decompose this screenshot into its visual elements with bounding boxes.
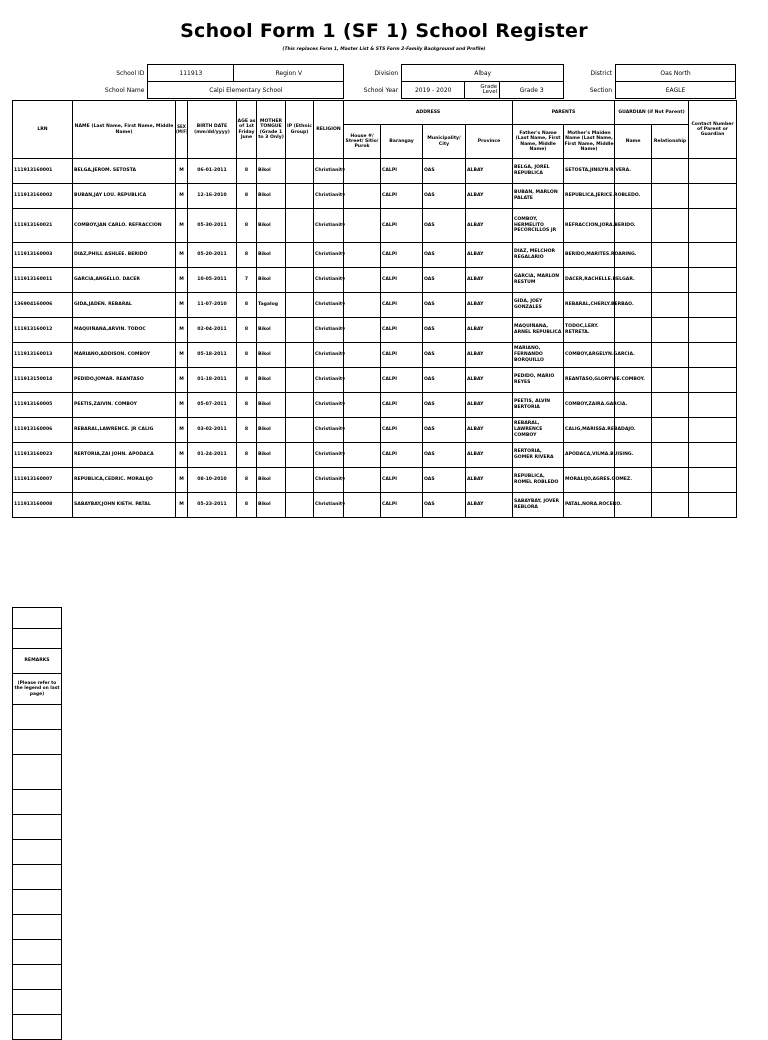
cell-age: 7 bbox=[237, 268, 257, 293]
table-row bbox=[13, 209, 737, 243]
cell-municipality: OAS bbox=[423, 343, 466, 368]
cell-birth-date: 10-05-2011 bbox=[188, 268, 237, 293]
cell-birth-date: 05-18-2011 bbox=[188, 343, 237, 368]
header-father: Father's Name (Last Name, First Name, Middle Name) bbox=[513, 125, 564, 159]
cell-province: ALBAY bbox=[466, 184, 513, 209]
cell-religion: Christianity bbox=[314, 343, 344, 368]
cell-name: PEDIDO,JOMAR. REANTASO bbox=[73, 368, 176, 393]
cell-barangay: CALPI bbox=[381, 243, 423, 268]
cell-mother-name: CALIG,MARISSA.REBADAJO. bbox=[564, 418, 615, 443]
division-label: Division bbox=[374, 69, 399, 77]
cell-religion: Christianity bbox=[314, 468, 344, 493]
cell-religion: Christianity bbox=[314, 268, 344, 293]
grade-level-label: Grade Level bbox=[465, 82, 500, 98]
header-address: ADDRESS bbox=[344, 101, 513, 125]
cell-mother-tongue: Bikol bbox=[257, 159, 286, 184]
cell-lrn: 111913160011 bbox=[13, 268, 73, 293]
cell-religion: Christianity bbox=[314, 493, 344, 518]
cell-contact-number bbox=[689, 159, 737, 184]
cell-house bbox=[344, 393, 381, 418]
cell-contact-number bbox=[689, 243, 737, 268]
cell-province: ALBAY bbox=[466, 343, 513, 368]
cell-ip bbox=[286, 243, 314, 268]
cell-contact-number bbox=[689, 443, 737, 468]
table-row bbox=[13, 393, 737, 418]
cell-municipality: OAS bbox=[423, 293, 466, 318]
remarks-label: REMARKS bbox=[13, 649, 62, 674]
table-row bbox=[13, 493, 737, 518]
cell-lrn: 111913160001 bbox=[13, 159, 73, 184]
cell-sex: M bbox=[176, 368, 188, 393]
header-municipality: Municipality/ City bbox=[423, 125, 466, 159]
cell-age: 8 bbox=[237, 368, 257, 393]
cell-sex: M bbox=[176, 443, 188, 468]
cell-contact-number bbox=[689, 184, 737, 209]
cell-municipality: OAS bbox=[423, 368, 466, 393]
cell-house bbox=[344, 493, 381, 518]
cell-house bbox=[344, 318, 381, 343]
cell-province: ALBAY bbox=[466, 268, 513, 293]
cell-barangay: CALPI bbox=[381, 468, 423, 493]
cell-father-name: GARCIA, MARLON RESTUM bbox=[513, 268, 564, 293]
cell-age: 8 bbox=[237, 184, 257, 209]
cell-house bbox=[344, 268, 381, 293]
header-sex: SEX (M/F) bbox=[176, 101, 188, 159]
cell-municipality: OAS bbox=[423, 318, 466, 343]
table-row bbox=[13, 293, 737, 318]
cell-lrn: 111913160008 bbox=[13, 493, 73, 518]
header-birth-date: BIRTH DATE (mm/dd/yyyy) bbox=[188, 101, 237, 159]
table-row bbox=[13, 243, 737, 268]
table-row bbox=[13, 184, 737, 209]
school-id-value: 111913 bbox=[148, 65, 234, 82]
cell-religion: Christianity bbox=[314, 443, 344, 468]
cell-religion: Christianity bbox=[314, 368, 344, 393]
cell-guardian-relationship bbox=[652, 318, 689, 343]
header-province: Province bbox=[466, 125, 513, 159]
table-row bbox=[13, 468, 737, 493]
cell-contact-number bbox=[689, 268, 737, 293]
cell-barangay: CALPI bbox=[381, 443, 423, 468]
cell-father-name: COMBOY, HERMELITO PECORCILLOS JR bbox=[513, 209, 564, 243]
cell-religion: Christianity bbox=[314, 318, 344, 343]
cell-guardian-relationship bbox=[652, 293, 689, 318]
section-value: EAGLE bbox=[616, 82, 736, 99]
cell-lrn: 111913160023 bbox=[13, 443, 73, 468]
header-ip: IP (Ethnic Group) bbox=[286, 101, 314, 159]
learner-rows bbox=[13, 159, 737, 518]
cell-contact-number bbox=[689, 318, 737, 343]
cell-birth-date: 05-23-2011 bbox=[188, 493, 237, 518]
cell-municipality: OAS bbox=[423, 184, 466, 209]
cell-municipality: OAS bbox=[423, 268, 466, 293]
cell-lrn: 111913160003 bbox=[13, 243, 73, 268]
cell-mother-tongue: Bikol bbox=[257, 343, 286, 368]
cell-barangay: CALPI bbox=[381, 209, 423, 243]
cell-guardian-relationship bbox=[652, 418, 689, 443]
cell-ip bbox=[286, 209, 314, 243]
cell-age: 8 bbox=[237, 159, 257, 184]
table-row bbox=[13, 418, 737, 443]
cell-barangay: CALPI bbox=[381, 318, 423, 343]
cell-guardian-relationship bbox=[652, 393, 689, 418]
table-row bbox=[13, 343, 737, 368]
cell-sex: M bbox=[176, 318, 188, 343]
cell-municipality: OAS bbox=[423, 493, 466, 518]
cell-sex: M bbox=[176, 243, 188, 268]
cell-lrn: 111913160021 bbox=[13, 209, 73, 243]
cell-sex: M bbox=[176, 184, 188, 209]
cell-father-name: REBARAL, LAWRENCE COMBOY bbox=[513, 418, 564, 443]
cell-age: 8 bbox=[237, 418, 257, 443]
school-name-value: Calpi Elementary School bbox=[148, 82, 344, 99]
cell-guardian-relationship bbox=[652, 209, 689, 243]
cell-province: ALBAY bbox=[466, 209, 513, 243]
cell-contact-number bbox=[689, 293, 737, 318]
header-name: NAME (Last Name, First Name, Middle Name) bbox=[73, 101, 176, 159]
header-guardian-name: Name bbox=[615, 125, 652, 159]
school-id-label: School ID bbox=[116, 69, 145, 77]
cell-house bbox=[344, 209, 381, 243]
cell-father-name: GIDA, JOEY GONZALES bbox=[513, 293, 564, 318]
cell-municipality: OAS bbox=[423, 159, 466, 184]
cell-birth-date: 02-04-2011 bbox=[188, 318, 237, 343]
header-mother-tongue: MOTHER TONGUE (Grade 1 to 3 Only) bbox=[257, 101, 286, 159]
cell-house bbox=[344, 343, 381, 368]
cell-guardian-relationship bbox=[652, 184, 689, 209]
cell-father-name: BELGA, JOREL REPUBLICA bbox=[513, 159, 564, 184]
cell-house bbox=[344, 184, 381, 209]
cell-religion: Christianity bbox=[314, 209, 344, 243]
cell-barangay: CALPI bbox=[381, 184, 423, 209]
cell-mother-name: SETOSTA,JINILYN.RIVERA. bbox=[564, 159, 615, 184]
table-row bbox=[13, 159, 737, 184]
table-row bbox=[13, 318, 737, 343]
cell-house bbox=[344, 418, 381, 443]
cell-mother-tongue: Bikol bbox=[257, 318, 286, 343]
cell-mother-tongue: Bikol bbox=[257, 493, 286, 518]
cell-father-name: REPUBLICA, ROMEL ROBLEDO bbox=[513, 468, 564, 493]
school-year-value: 2019 - 2020 bbox=[402, 82, 465, 98]
table-row bbox=[13, 268, 737, 293]
cell-sex: M bbox=[176, 343, 188, 368]
cell-age: 8 bbox=[237, 443, 257, 468]
cell-mother-name: REFRACCION,JORA.BERIDO. bbox=[564, 209, 615, 243]
cell-province: ALBAY bbox=[466, 318, 513, 343]
page-title: School Form 1 (SF 1) School Register bbox=[180, 20, 588, 42]
header-lrn: LRN bbox=[13, 101, 73, 159]
cell-ip bbox=[286, 393, 314, 418]
cell-age: 8 bbox=[237, 493, 257, 518]
cell-name: RERTORIA,ZAI JOHN. APODACA bbox=[73, 443, 176, 468]
cell-contact-number bbox=[689, 343, 737, 368]
cell-ip bbox=[286, 184, 314, 209]
cell-father-name: BUBAN, MARLON PALATE bbox=[513, 184, 564, 209]
cell-guardian-relationship bbox=[652, 468, 689, 493]
remarks-note: (Please refer to the legend on last page) bbox=[13, 674, 62, 705]
cell-birth-date: 05-30-2011 bbox=[188, 209, 237, 243]
cell-province: ALBAY bbox=[466, 368, 513, 393]
cell-lrn: 111913160013 bbox=[13, 343, 73, 368]
cell-house bbox=[344, 293, 381, 318]
cell-name: SABAYBAY,JOHN KIETH. PATAL bbox=[73, 493, 176, 518]
cell-province: ALBAY bbox=[466, 493, 513, 518]
cell-barangay: CALPI bbox=[381, 268, 423, 293]
cell-province: ALBAY bbox=[466, 443, 513, 468]
cell-province: ALBAY bbox=[466, 293, 513, 318]
cell-birth-date: 06-01-2011 bbox=[188, 159, 237, 184]
cell-mother-name: PATAL,NORA.ROCERO. bbox=[564, 493, 615, 518]
cell-father-name: MARIANO, FERNANDO BORQUILLO bbox=[513, 343, 564, 368]
cell-lrn: 111913160007 bbox=[13, 468, 73, 493]
cell-municipality: OAS bbox=[423, 243, 466, 268]
cell-lrn: 111913160005 bbox=[13, 393, 73, 418]
cell-province: ALBAY bbox=[466, 468, 513, 493]
cell-municipality: OAS bbox=[423, 393, 466, 418]
cell-name: GIDA,JADEN. REBARAL bbox=[73, 293, 176, 318]
cell-mother-tongue: Bikol bbox=[257, 243, 286, 268]
cell-ip bbox=[286, 268, 314, 293]
cell-mother-name: DACER,RACHELLE.BELGAR. bbox=[564, 268, 615, 293]
cell-contact-number bbox=[689, 418, 737, 443]
cell-sex: M bbox=[176, 493, 188, 518]
cell-mother-tongue: Bikol bbox=[257, 443, 286, 468]
cell-sex: M bbox=[176, 159, 188, 184]
cell-municipality: OAS bbox=[423, 443, 466, 468]
cell-mother-tongue: Bikol bbox=[257, 418, 286, 443]
cell-ip bbox=[286, 368, 314, 393]
cell-age: 8 bbox=[237, 468, 257, 493]
cell-name: REPUBLICA,CEDRIC. MORALIJO bbox=[73, 468, 176, 493]
cell-mother-name: COMBOY,ZAIRA.GARCIA. bbox=[564, 393, 615, 418]
cell-barangay: CALPI bbox=[381, 343, 423, 368]
cell-age: 8 bbox=[237, 393, 257, 418]
cell-sex: M bbox=[176, 393, 188, 418]
cell-sex: M bbox=[176, 418, 188, 443]
cell-religion: Christianity bbox=[314, 393, 344, 418]
cell-birth-date: 05-07-2011 bbox=[188, 393, 237, 418]
cell-lrn: 136904160006 bbox=[13, 293, 73, 318]
cell-father-name: MAQUIÑANA, ARNEL REPUBLICA bbox=[513, 318, 564, 343]
cell-barangay: CALPI bbox=[381, 418, 423, 443]
cell-province: ALBAY bbox=[466, 243, 513, 268]
cell-age: 8 bbox=[237, 243, 257, 268]
page-subtitle: (This replaces Form 1, Master List & STS Form 2-Family Background and Profile) bbox=[282, 47, 486, 52]
cell-age: 8 bbox=[237, 209, 257, 243]
cell-mother-name: MORALIJO,AGRES.GOMEZ. bbox=[564, 468, 615, 493]
cell-ip bbox=[286, 443, 314, 468]
cell-guardian-relationship bbox=[652, 443, 689, 468]
cell-sex: M bbox=[176, 293, 188, 318]
header-age: AGE as of 1st Friday June bbox=[237, 101, 257, 159]
cell-mother-tongue: Bikol bbox=[257, 209, 286, 243]
cell-father-name: PEETIS, ALVIN BERTORIA bbox=[513, 393, 564, 418]
cell-mother-tongue: Bikol bbox=[257, 393, 286, 418]
cell-age: 8 bbox=[237, 293, 257, 318]
cell-municipality: OAS bbox=[423, 468, 466, 493]
cell-ip bbox=[286, 418, 314, 443]
header-mother: Mother's Maiden Name (Last Name, First Name, Middle Name) bbox=[564, 125, 615, 159]
cell-lrn: 111913160006 bbox=[13, 418, 73, 443]
cell-religion: Christianity bbox=[314, 184, 344, 209]
header-house: House #/ Street/ Sitio/ Purok bbox=[344, 125, 381, 159]
header-religion: RELIGION bbox=[314, 101, 344, 159]
cell-house bbox=[344, 443, 381, 468]
school-year-grade-table bbox=[402, 82, 563, 98]
cell-name: MAQUIÑANA,ARVIN. TODOC bbox=[73, 318, 176, 343]
cell-guardian-relationship bbox=[652, 159, 689, 184]
school-name-label: School Name bbox=[104, 86, 145, 94]
cell-name: BUBAN,JAY LOU. REPUBLICA bbox=[73, 184, 176, 209]
cell-father-name: PEDIDO, MARIO REYES bbox=[513, 368, 564, 393]
cell-guardian-name bbox=[615, 318, 652, 343]
district-value: Oas North bbox=[616, 65, 736, 82]
cell-barangay: CALPI bbox=[381, 493, 423, 518]
section-label: Section bbox=[589, 86, 613, 94]
cell-mother-name: TODOC,LERY. RETRETA. bbox=[564, 318, 615, 343]
cell-ip bbox=[286, 293, 314, 318]
cell-ip bbox=[286, 318, 314, 343]
cell-mother-name: REANTASO,GLORYVIE.COMBOY. bbox=[564, 368, 615, 393]
cell-barangay: CALPI bbox=[381, 159, 423, 184]
cell-guardian-relationship bbox=[652, 368, 689, 393]
cell-birth-date: 08-10-2010 bbox=[188, 468, 237, 493]
cell-ip bbox=[286, 159, 314, 184]
cell-barangay: CALPI bbox=[381, 393, 423, 418]
cell-mother-name: APODACA,VILMA.BUISING. bbox=[564, 443, 615, 468]
cell-sex: M bbox=[176, 268, 188, 293]
cell-religion: Christianity bbox=[314, 243, 344, 268]
cell-barangay: CALPI bbox=[381, 293, 423, 318]
cell-house bbox=[344, 159, 381, 184]
cell-name: PEETIS,ZAIVIN. COMBOY bbox=[73, 393, 176, 418]
cell-mother-tongue: Bikol bbox=[257, 368, 286, 393]
cell-municipality: OAS bbox=[423, 209, 466, 243]
cell-birth-date: 11-07-2010 bbox=[188, 293, 237, 318]
cell-birth-date: 12-16-2010 bbox=[188, 184, 237, 209]
learner-register-table bbox=[12, 100, 737, 518]
cell-religion: Christianity bbox=[314, 418, 344, 443]
cell-name: MARIANO,ADDISON. COMBOY bbox=[73, 343, 176, 368]
cell-father-name: RERTORIA, GOMER RIVERA bbox=[513, 443, 564, 468]
cell-age: 8 bbox=[237, 343, 257, 368]
cell-birth-date: 01-24-2011 bbox=[188, 443, 237, 468]
cell-guardian-relationship bbox=[652, 268, 689, 293]
cell-name: GARCIA,ANGELLO. DACER bbox=[73, 268, 176, 293]
cell-birth-date: 03-02-2011 bbox=[188, 418, 237, 443]
cell-guardian-relationship bbox=[652, 493, 689, 518]
cell-sex: M bbox=[176, 468, 188, 493]
cell-religion: Christianity bbox=[314, 159, 344, 184]
school-info-row-2 bbox=[62, 82, 736, 99]
header-barangay: Barangay bbox=[381, 125, 423, 159]
cell-name: REBARAL,LAWRENCE. JR CALIG bbox=[73, 418, 176, 443]
table-row bbox=[13, 443, 737, 468]
grade-level-value: Grade 3 bbox=[519, 86, 544, 94]
cell-name: DIAZ,PHILL ASHLEE. BERIDO bbox=[73, 243, 176, 268]
cell-guardian-relationship bbox=[652, 343, 689, 368]
region-value: Region V bbox=[234, 65, 344, 82]
cell-contact-number bbox=[689, 468, 737, 493]
cell-mother-name: BERIDO,MARITES.ROARING. bbox=[564, 243, 615, 268]
cell-name: BELGA,JEROM. SETOSTA bbox=[73, 159, 176, 184]
school-year-label: School Year bbox=[363, 86, 399, 94]
cell-lrn: 111913160002 bbox=[13, 184, 73, 209]
school-info-row-1 bbox=[62, 65, 736, 82]
cell-province: ALBAY bbox=[466, 393, 513, 418]
header-guardian-relationship: Relationship bbox=[652, 125, 689, 159]
cell-ip bbox=[286, 343, 314, 368]
cell-barangay: CALPI bbox=[381, 368, 423, 393]
cell-province: ALBAY bbox=[466, 159, 513, 184]
cell-house bbox=[344, 468, 381, 493]
cell-mother-tongue: Bikol bbox=[257, 268, 286, 293]
division-value: Albay bbox=[402, 65, 564, 82]
cell-contact-number bbox=[689, 393, 737, 418]
header-contact: Contact Number of Parent or Guardian bbox=[689, 101, 737, 159]
cell-mother-tongue: Bikol bbox=[257, 468, 286, 493]
remarks-column bbox=[12, 607, 62, 1040]
cell-province: ALBAY bbox=[466, 418, 513, 443]
cell-municipality: OAS bbox=[423, 418, 466, 443]
cell-contact-number bbox=[689, 368, 737, 393]
district-label: District bbox=[590, 69, 613, 77]
cell-ip bbox=[286, 468, 314, 493]
cell-mother-name: REBARAL,CHERLY.BERBAO. bbox=[564, 293, 615, 318]
cell-mother-name: COMBOY,ARGELYN.GARCIA. bbox=[564, 343, 615, 368]
cell-lrn: 111913150014 bbox=[13, 368, 73, 393]
cell-lrn: 111913160012 bbox=[13, 318, 73, 343]
cell-ip bbox=[286, 493, 314, 518]
cell-religion: Christianity bbox=[314, 293, 344, 318]
header-guardian: GUARDIAN (if Not Parent) bbox=[615, 101, 689, 125]
cell-contact-number bbox=[689, 493, 737, 518]
cell-mother-tongue: Bikol bbox=[257, 184, 286, 209]
cell-house bbox=[344, 368, 381, 393]
cell-age: 8 bbox=[237, 318, 257, 343]
cell-guardian-relationship bbox=[652, 243, 689, 268]
cell-birth-date: 05-20-2011 bbox=[188, 243, 237, 268]
school-info-table bbox=[62, 64, 736, 99]
cell-father-name: DIAZ, MELCHOR REGALARIO bbox=[513, 243, 564, 268]
header-parents: PARENTS bbox=[513, 101, 615, 125]
cell-contact-number bbox=[689, 209, 737, 243]
cell-name: COMBOY,JAN CARLO. REFRACCION bbox=[73, 209, 176, 243]
cell-father-name: SABAYBAY, JOVER REBLORA bbox=[513, 493, 564, 518]
cell-sex: M bbox=[176, 209, 188, 243]
cell-mother-name: REPUBLICA,JERICE.ROBLEDO. bbox=[564, 184, 615, 209]
table-row bbox=[13, 368, 737, 393]
cell-house bbox=[344, 243, 381, 268]
cell-mother-tongue: Tagalog bbox=[257, 293, 286, 318]
cell-birth-date: 01-18-2011 bbox=[188, 368, 237, 393]
